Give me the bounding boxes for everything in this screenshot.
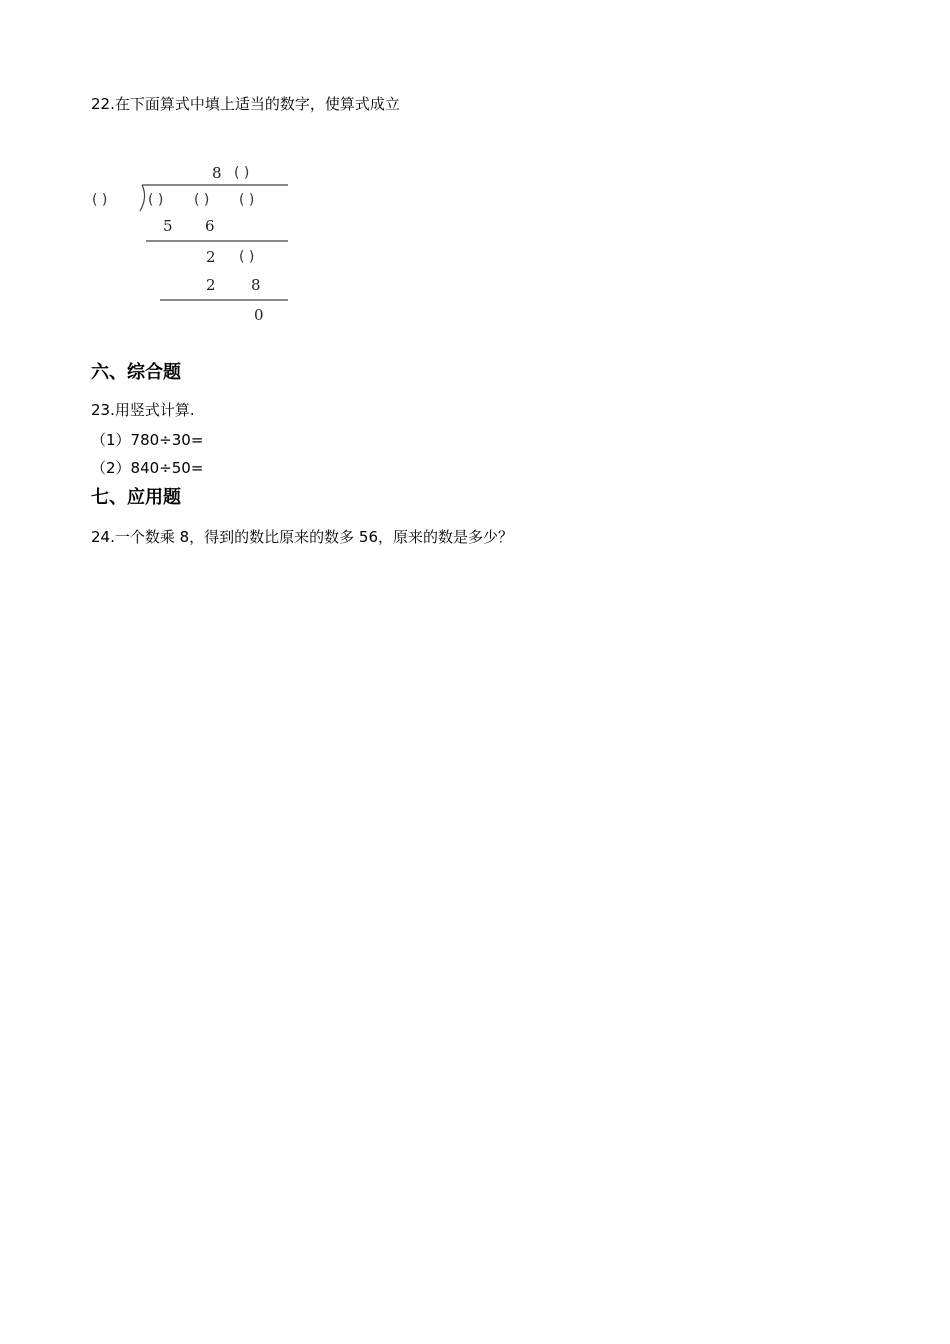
quotient-digit: 8 xyxy=(212,164,222,182)
partial2-digit-2: 8 xyxy=(251,276,261,294)
question-23-item-2: （2）840÷50= xyxy=(91,459,204,477)
partial2-digit-1: 2 xyxy=(206,276,216,294)
remainder-digit: 2 xyxy=(206,248,216,266)
remainder-blank: ( ) xyxy=(239,249,255,265)
partial1-digit-1: 5 xyxy=(163,217,173,235)
division-bracket xyxy=(140,185,145,211)
section-7-title: 七、应用题 xyxy=(91,487,181,508)
question-23-text: 23.用竖式计算. xyxy=(91,401,195,419)
question-24-text: 24.一个数乘 8，得到的数比原来的数多 56，原来的数是多少？ xyxy=(91,528,514,546)
section-6-title: 六、综合题 xyxy=(91,362,181,383)
final-remainder: 0 xyxy=(254,306,264,324)
divisor-blank: ( ) xyxy=(92,192,108,208)
partial1-digit-2: 6 xyxy=(205,217,215,235)
dividend-blank-1: ( ) xyxy=(148,192,164,208)
long-division-figure xyxy=(88,155,298,330)
dividend-blank-3: ( ) xyxy=(239,192,255,208)
question-22-text: 22.在下面算式中填上适当的数字，使算式成立 xyxy=(91,95,400,113)
dividend-blank-2: ( ) xyxy=(194,192,210,208)
question-23-item-1: （1）780÷30= xyxy=(91,431,204,449)
quotient-blank: ( ) xyxy=(234,165,250,181)
